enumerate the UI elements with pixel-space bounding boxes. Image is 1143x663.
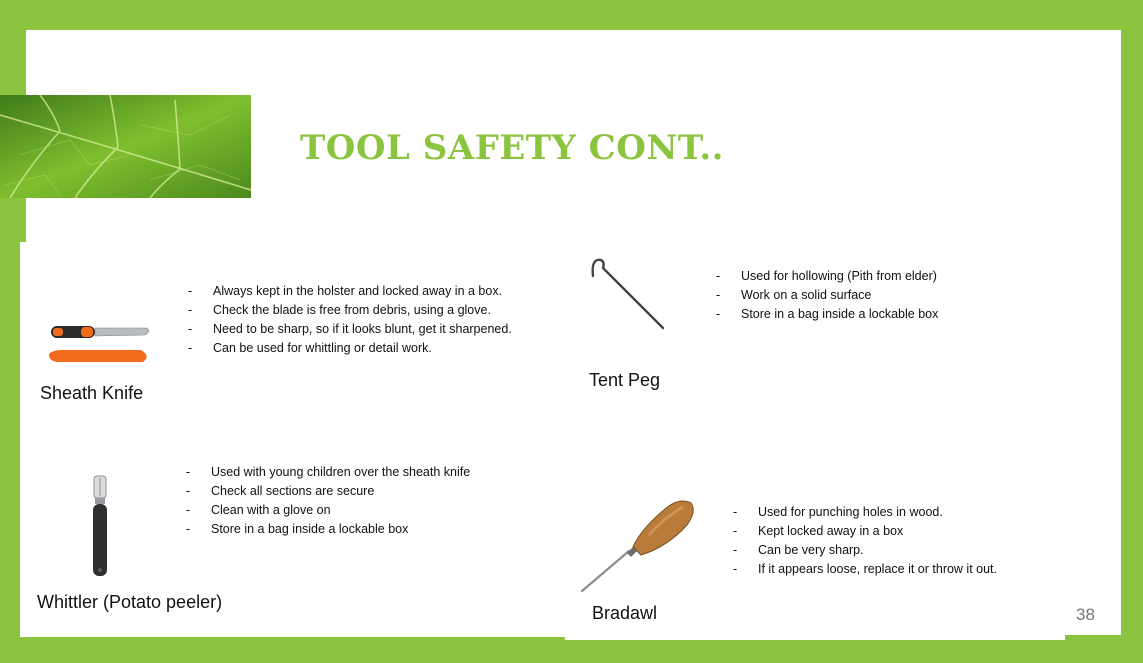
- potato-peeler-image: [88, 472, 112, 580]
- sheath-knife-bullets: [188, 282, 512, 358]
- whittler-label: Whittler (Potato peeler): [37, 592, 223, 612]
- list-item: - Can be very sharp.: [733, 541, 997, 560]
- leaf-image: [0, 95, 251, 198]
- tent-peg-label: Tent Peg: [589, 370, 661, 390]
- page-title: TOOL SAFETY CONT..: [300, 128, 725, 168]
- list-item: - If it appears loose, replace it or throw it out.: [733, 560, 997, 579]
- sheath-knife-image: [45, 320, 155, 372]
- bradawl-bullets: [733, 503, 997, 579]
- list-item: - Used with young children over the sheath knife: [186, 463, 470, 482]
- list-item: - Clean with a glove on: [186, 501, 470, 520]
- list-item: - Kept locked away in a box: [733, 522, 997, 541]
- list-item: - Work on a solid surface: [716, 286, 938, 305]
- list-item: - Need to be sharp, so if it looks blunt, get it sharpened.: [188, 320, 512, 339]
- left-panel: [20, 242, 565, 637]
- list-item: - Store in a bag inside a lockable box: [186, 520, 470, 539]
- list-item: - Can be used for whittling or detail work.: [188, 339, 512, 358]
- bradawl-label: Bradawl: [592, 603, 658, 623]
- tent-peg-image: [587, 254, 669, 332]
- list-item: - Used for hollowing (Pith from elder): [716, 267, 938, 286]
- sheath-knife-label: Sheath Knife: [40, 383, 144, 403]
- list-item: - Check all sections are secure: [186, 482, 470, 501]
- list-item: - Used for punching holes in wood.: [733, 503, 997, 522]
- bradawl-image: [579, 495, 699, 595]
- page-number: 38: [1076, 605, 1095, 624]
- list-item: - Store in a bag inside a lockable box: [716, 305, 938, 324]
- whittler-bullets: [186, 463, 470, 539]
- tent-peg-bullets: [716, 267, 938, 324]
- right-panel: [565, 240, 1065, 640]
- list-item: - Always kept in the holster and locked away in a box.: [188, 282, 512, 301]
- list-item: - Check the blade is free from debris, using a glove.: [188, 301, 512, 320]
